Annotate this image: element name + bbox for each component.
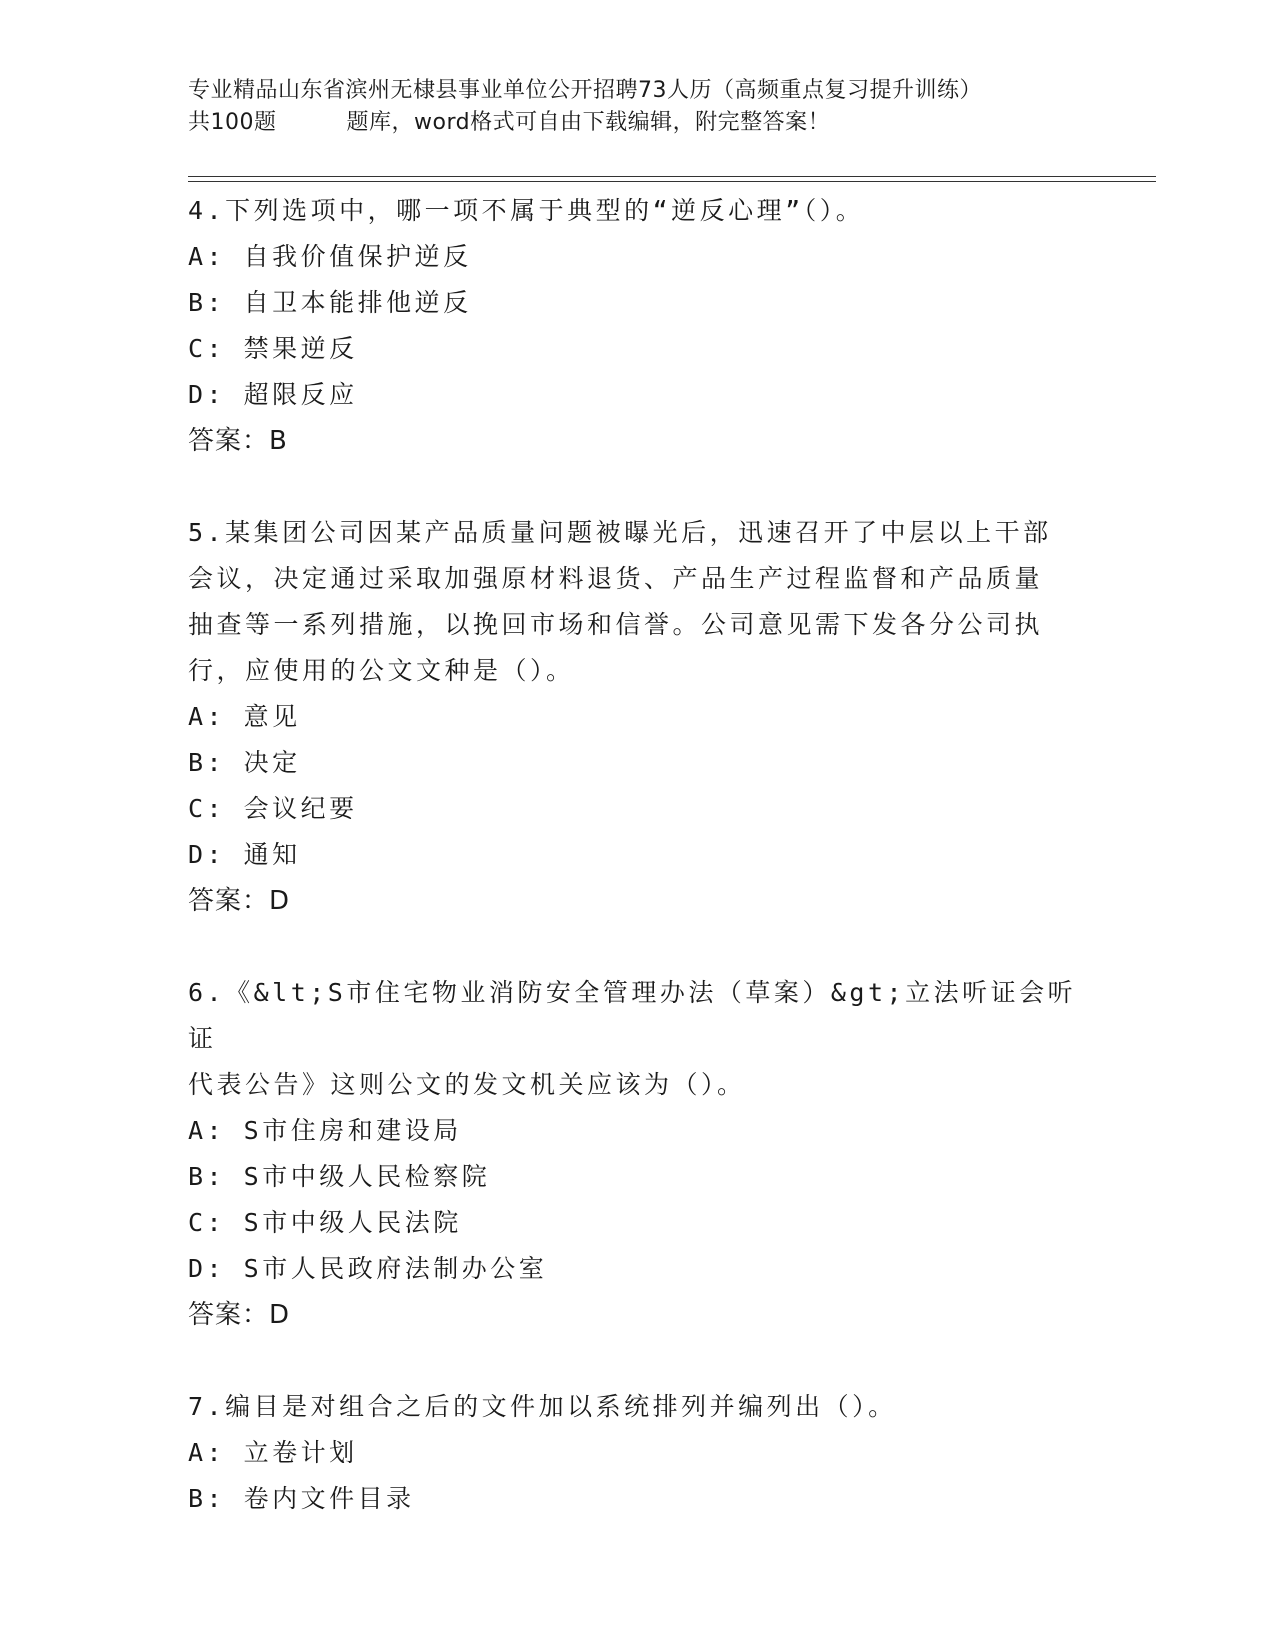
option-b: B: 卷内文件目录: [188, 1484, 415, 1513]
option-b: B: 决定: [188, 748, 301, 777]
header-divider-bottom: [188, 181, 1156, 182]
question-text-line-3: 抽查等一系列措施，以挽回市场和信誉。公司意见需下发各分公司执: [188, 610, 1044, 639]
question-list: [188, 188, 1088, 1568]
question-item: [188, 1384, 1088, 1522]
question-item: [188, 188, 1088, 464]
question-text-line-4: 行，应使用的公文文种是（）。: [188, 656, 575, 685]
option-a: A: 意见: [188, 702, 301, 731]
option-d: D: S市人民政府法制办公室: [188, 1254, 548, 1283]
question-text-line-2: 会议，决定通过采取加强原材料退货、产品生产过程监督和产品质量: [188, 564, 1044, 593]
header-subtitle-line: [188, 107, 1088, 139]
header-question-count: 共100题: [188, 110, 277, 135]
header-title-line: 专业精品山东省滨州无棣县事业单位公开招聘73人历（高频重点复习提升训练）: [188, 78, 982, 103]
option-b: B: 自卫本能排他逆反: [188, 288, 472, 317]
question-text-line-2: 代表公告》这则公文的发文机关应该为（）。: [188, 1070, 746, 1099]
answer-text: 答案：D: [188, 1300, 291, 1330]
option-a: A: 立卷计划: [188, 1438, 358, 1467]
question-text: 7.编目是对组合之后的文件加以系统排列并编列出（）。: [188, 1392, 897, 1421]
header-description: 题库，word格式可自由下载编辑，附完整答案！: [346, 110, 831, 135]
question-item: [188, 970, 1088, 1338]
option-d: D: 超限反应: [188, 380, 358, 409]
question-text-line-1: 6.《&lt;S市住宅物业消防安全管理办法（草案）&gt;立法听证会听证: [188, 978, 1077, 1053]
question-text-line-1: 5.某集团公司因某产品质量问题被曝光后，迅速召开了中层以上干部: [188, 518, 1052, 547]
option-d: D: 通知: [188, 840, 301, 869]
question-item: [188, 510, 1088, 924]
answer-text: 答案：B: [188, 426, 288, 456]
option-b: B: S市中级人民检察院: [188, 1162, 491, 1191]
option-c: C: S市中级人民法院: [188, 1208, 462, 1237]
option-a: A: 自我价值保护逆反: [188, 242, 472, 271]
option-c: C: 会议纪要: [188, 794, 358, 823]
question-text: 4.下列选项中，哪一项不属于典型的“逆反心理”（）。: [188, 196, 865, 225]
option-a: A: S市住房和建设局: [188, 1116, 462, 1145]
answer-text: 答案：D: [188, 886, 291, 916]
header-divider-top: [188, 176, 1156, 177]
option-c: C: 禁果逆反: [188, 334, 358, 363]
document-header: [188, 75, 1088, 139]
